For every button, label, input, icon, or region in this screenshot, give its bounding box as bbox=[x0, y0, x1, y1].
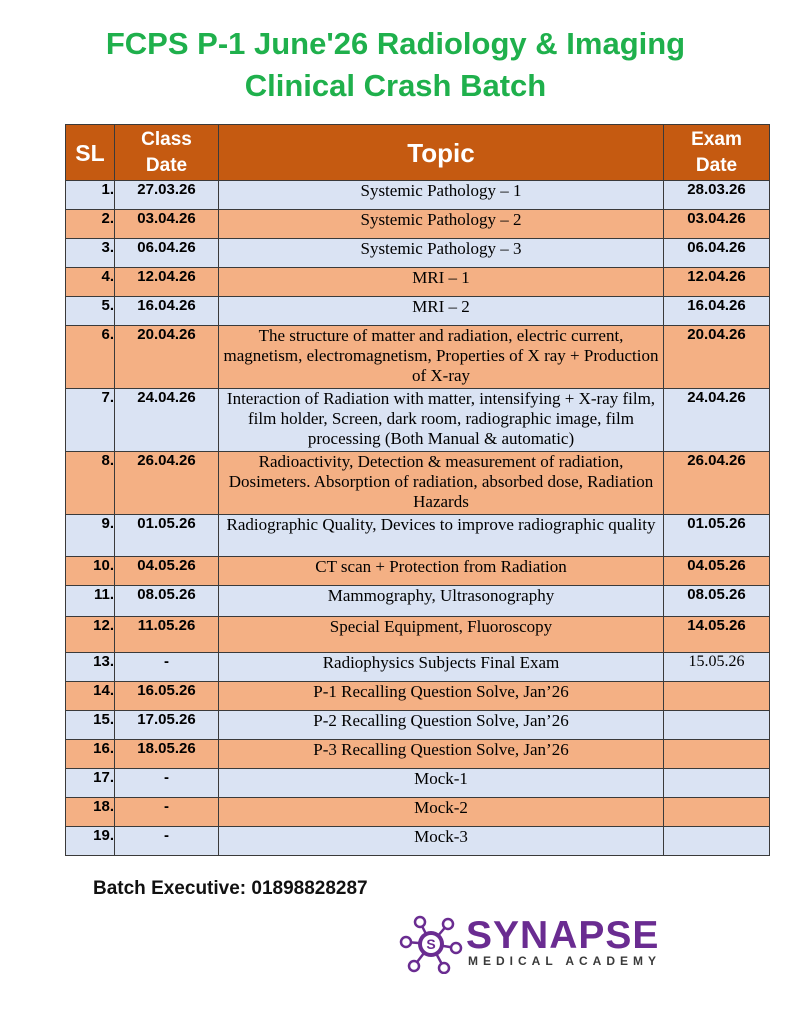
row-exam-date: 06.04.26 bbox=[664, 239, 770, 268]
row-topic: Mock-3 bbox=[219, 827, 664, 856]
row-class-date: 18.05.26 bbox=[115, 740, 219, 769]
row-exam-date: 08.05.26 bbox=[664, 586, 770, 617]
table-row bbox=[66, 452, 770, 515]
row-class-date: 11.05.26 bbox=[115, 617, 219, 653]
row-topic: Radiophysics Subjects Final Exam bbox=[219, 653, 664, 682]
row-sl: 14. bbox=[66, 682, 115, 711]
row-topic: Mock-2 bbox=[219, 798, 664, 827]
row-exam-date: 14.05.26 bbox=[664, 617, 770, 653]
row-exam-date: 12.04.26 bbox=[664, 268, 770, 297]
svg-text:S: S bbox=[426, 936, 436, 952]
row-sl: 15. bbox=[66, 711, 115, 740]
table-row bbox=[66, 297, 770, 326]
row-class-date: 03.04.26 bbox=[115, 210, 219, 239]
table-header-row bbox=[66, 125, 770, 181]
row-exam-date: 28.03.26 bbox=[664, 181, 770, 210]
row-class-date: 16.05.26 bbox=[115, 682, 219, 711]
row-topic: Systemic Pathology – 3 bbox=[219, 239, 664, 268]
row-class-date: 27.03.26 bbox=[115, 181, 219, 210]
row-topic: Radioactivity, Detection & measurement of radiation, Dosimeters. Absorption of radiation, absorbed dose, Radiation Hazards bbox=[219, 452, 664, 515]
table-row bbox=[66, 181, 770, 210]
row-topic: The structure of matter and radiation, electric current, magnetism, electromagnetism, Properties of X ray + Production of X-ray bbox=[219, 326, 664, 389]
row-exam-date: 16.04.26 bbox=[664, 297, 770, 326]
header-exam-date: Exam Date bbox=[664, 125, 770, 181]
row-class-date: 20.04.26 bbox=[115, 326, 219, 389]
synapse-logo bbox=[398, 914, 698, 976]
row-exam-date: 20.04.26 bbox=[664, 326, 770, 389]
table-row bbox=[66, 239, 770, 268]
row-sl: 17. bbox=[66, 769, 115, 798]
table-row bbox=[66, 586, 770, 617]
row-exam-date bbox=[664, 769, 770, 798]
row-class-date: 12.04.26 bbox=[115, 268, 219, 297]
row-exam-date bbox=[664, 798, 770, 827]
table-row bbox=[66, 210, 770, 239]
table-row bbox=[66, 711, 770, 740]
page-title-line-1: FCPS P-1 June'26 Radiology & Imaging bbox=[105, 26, 686, 61]
row-topic: Systemic Pathology – 2 bbox=[219, 210, 664, 239]
row-topic: Mammography, Ultrasonography bbox=[219, 586, 664, 617]
row-exam-date bbox=[664, 740, 770, 769]
row-class-date: 06.04.26 bbox=[115, 239, 219, 268]
logo-wordmark: SYNAPSE bbox=[466, 914, 660, 957]
batch-executive-contact: Batch Executive: 01898828287 bbox=[93, 878, 368, 899]
row-class-date: 17.05.26 bbox=[115, 711, 219, 740]
row-sl: 19. bbox=[66, 827, 115, 856]
row-exam-date: 24.04.26 bbox=[664, 389, 770, 452]
row-sl: 4. bbox=[66, 268, 115, 297]
row-exam-date: 03.04.26 bbox=[664, 210, 770, 239]
row-topic: Interaction of Radiation with matter, intensifying + X-ray film, film holder, Screen, dark room, radiographic image, film processing (Both Manual & automatic) bbox=[219, 389, 664, 452]
row-class-date: 16.04.26 bbox=[115, 297, 219, 326]
table-row bbox=[66, 389, 770, 452]
table-row bbox=[66, 827, 770, 856]
row-sl: 12. bbox=[66, 617, 115, 653]
table-row bbox=[66, 653, 770, 682]
row-topic: Radiographic Quality, Devices to improve radiographic quality bbox=[219, 515, 664, 557]
row-sl: 13. bbox=[66, 653, 115, 682]
row-sl: 11. bbox=[66, 586, 115, 617]
header-topic: Topic bbox=[219, 125, 664, 181]
row-class-date: - bbox=[115, 653, 219, 682]
row-sl: 3. bbox=[66, 239, 115, 268]
row-exam-date: 26.04.26 bbox=[664, 452, 770, 515]
table-row bbox=[66, 515, 770, 557]
row-sl: 9. bbox=[66, 515, 115, 557]
row-sl: 16. bbox=[66, 740, 115, 769]
row-topic: Mock-1 bbox=[219, 769, 664, 798]
row-topic: MRI – 1 bbox=[219, 268, 664, 297]
table-row bbox=[66, 326, 770, 389]
row-topic: P-2 Recalling Question Solve, Jan’26 bbox=[219, 711, 664, 740]
schedule-table bbox=[65, 124, 770, 856]
page-title-line-2: Clinical Crash Batch bbox=[244, 68, 547, 103]
row-sl: 1. bbox=[66, 181, 115, 210]
row-class-date: 24.04.26 bbox=[115, 389, 219, 452]
row-topic: Systemic Pathology – 1 bbox=[219, 181, 664, 210]
header-sl: SL bbox=[66, 125, 115, 181]
row-topic: MRI – 2 bbox=[219, 297, 664, 326]
row-exam-date bbox=[664, 682, 770, 711]
row-sl: 7. bbox=[66, 389, 115, 452]
row-class-date: - bbox=[115, 798, 219, 827]
row-sl: 2. bbox=[66, 210, 115, 239]
row-topic: P-1 Recalling Question Solve, Jan’26 bbox=[219, 682, 664, 711]
table-row bbox=[66, 268, 770, 297]
row-class-date: 04.05.26 bbox=[115, 557, 219, 586]
table-row bbox=[66, 617, 770, 653]
row-exam-date: 01.05.26 bbox=[664, 515, 770, 557]
row-class-date: 08.05.26 bbox=[115, 586, 219, 617]
header-class-date: Class Date bbox=[115, 125, 219, 181]
row-class-date: - bbox=[115, 827, 219, 856]
logo-subtitle: MEDICAL ACADEMY bbox=[468, 954, 662, 968]
row-topic: P-3 Recalling Question Solve, Jan’26 bbox=[219, 740, 664, 769]
table-row bbox=[66, 769, 770, 798]
row-sl: 5. bbox=[66, 297, 115, 326]
row-sl: 18. bbox=[66, 798, 115, 827]
row-topic: Special Equipment, Fluoroscopy bbox=[219, 617, 664, 653]
row-exam-date bbox=[664, 827, 770, 856]
row-class-date: - bbox=[115, 769, 219, 798]
row-class-date: 26.04.26 bbox=[115, 452, 219, 515]
row-exam-date bbox=[664, 711, 770, 740]
row-sl: 8. bbox=[66, 452, 115, 515]
table-row bbox=[66, 740, 770, 769]
row-class-date: 01.05.26 bbox=[115, 515, 219, 557]
table-row bbox=[66, 798, 770, 827]
row-sl: 6. bbox=[66, 326, 115, 389]
row-exam-date: 15.05.26 bbox=[664, 653, 770, 682]
molecule-s-icon bbox=[398, 914, 464, 974]
row-sl: 10. bbox=[66, 557, 115, 586]
table-row bbox=[66, 557, 770, 586]
table-row bbox=[66, 682, 770, 711]
row-exam-date: 04.05.26 bbox=[664, 557, 770, 586]
row-topic: CT scan + Protection from Radiation bbox=[219, 557, 664, 586]
